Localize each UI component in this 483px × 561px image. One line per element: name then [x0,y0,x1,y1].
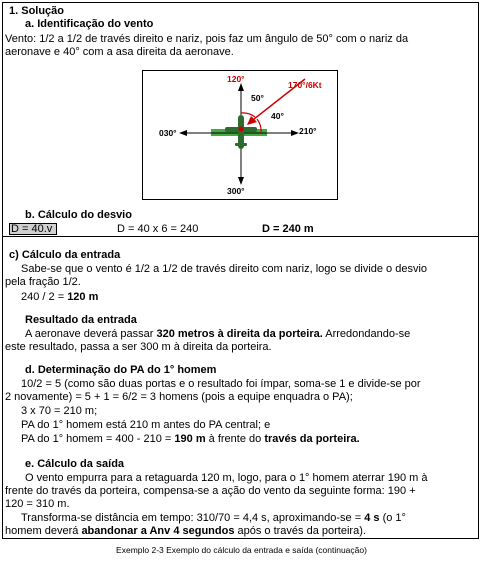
arrow-north-icon [238,83,244,91]
arrow-south-icon [238,177,244,185]
exit-heading: e. Cálculo da saída [25,458,125,470]
wind-id-heading: a. Identificação do vento [25,18,154,30]
pa-line-2: 2 novamente) = 5 + 1 = 6/2 = 3 homens (pois a equipe enquadra o PA); [5,391,353,403]
section-divider [2,236,479,237]
pa-line-4: PA do 1° homem está 210 m antes do PA central; e [21,419,271,431]
solution-title: 1. Solução [9,5,65,17]
exit-line-4: Transforma-se distância em tempo: 310/70 = 4,4 s, aproximando-se = 4 s (o 1° [21,512,406,524]
drift-formula: D = 40.v [11,223,53,235]
figure-caption: Exemplo 2-3 Exemplo do cálculo da entrada e saída (continuação) [116,545,367,555]
entry-calc: 240 / 2 = 120 m [21,291,99,303]
wind-id-line-1: Vento: 1/2 a 1/2 de través direito e nariz, pois faz um ângulo de 50° com o nariz da [5,33,409,45]
pa-line-5: PA do 1° homem = 400 - 210 = 190 m à frente do través da porteira. [21,433,360,445]
entry-line-1: Sabe-se que o vento é 1/2 a 1/2 de través direito com nariz, logo se divide o desvio [21,263,428,275]
drift-calc: D = 40 x 6 = 240 [117,223,199,235]
wind-diagram [142,70,338,200]
heading-east-label: 210° [299,126,317,136]
pa-line-3: 3 x 70 = 210 m; [21,405,98,417]
exit-line-1: O vento empurra para a retaguarda 120 m, logo, para o 1° homem aterrar 190 m à [25,472,428,484]
entry-result-line-2: este resultado, passa a ser 300 m à direita da porteira. [5,341,272,353]
drift-result: D = 240 m [262,223,314,235]
pa-heading: d. Determinação do PA do 1° homem [25,364,217,376]
heading-south-label: 300° [227,186,245,196]
pa-line-1: 10/2 = 5 (como são duas portas e o resultado foi ímpar, soma-se 1 e divide-se por [21,378,421,390]
angle-nose-label: 50° [251,93,264,103]
arrow-east-icon [291,130,299,136]
entry-result-heading: Resultado da entrada [25,314,137,326]
entry-heading: c) Cálculo da entrada [9,249,121,261]
wind-label: 170°/6Kt [288,80,322,90]
entry-result-line-1: A aeronave deverá passar 320 metros à direita da porteira. Arredondando-se [25,328,411,340]
arrow-west-icon [179,130,187,136]
angle-wing-label: 40° [271,111,284,121]
exit-line-3: 120 = 310 m. [5,498,70,510]
wind-id-line-2: aeronave e 40° com a asa direita da aeronave. [5,46,234,58]
exit-line-2: frente do través da porteira, compensa-se a ação do vento da seguinte forma: 190 + [5,485,416,497]
heading-west-label: 030° [159,128,177,138]
entry-line-2: pela fração 1/2. [5,276,81,288]
exit-line-5: homem deverá abandonar a Anv 4 segundos após o través da porteira). [5,525,366,537]
drift-heading: b. Cálculo do desvio [25,209,132,221]
heading-north-label: 120° [227,74,245,84]
